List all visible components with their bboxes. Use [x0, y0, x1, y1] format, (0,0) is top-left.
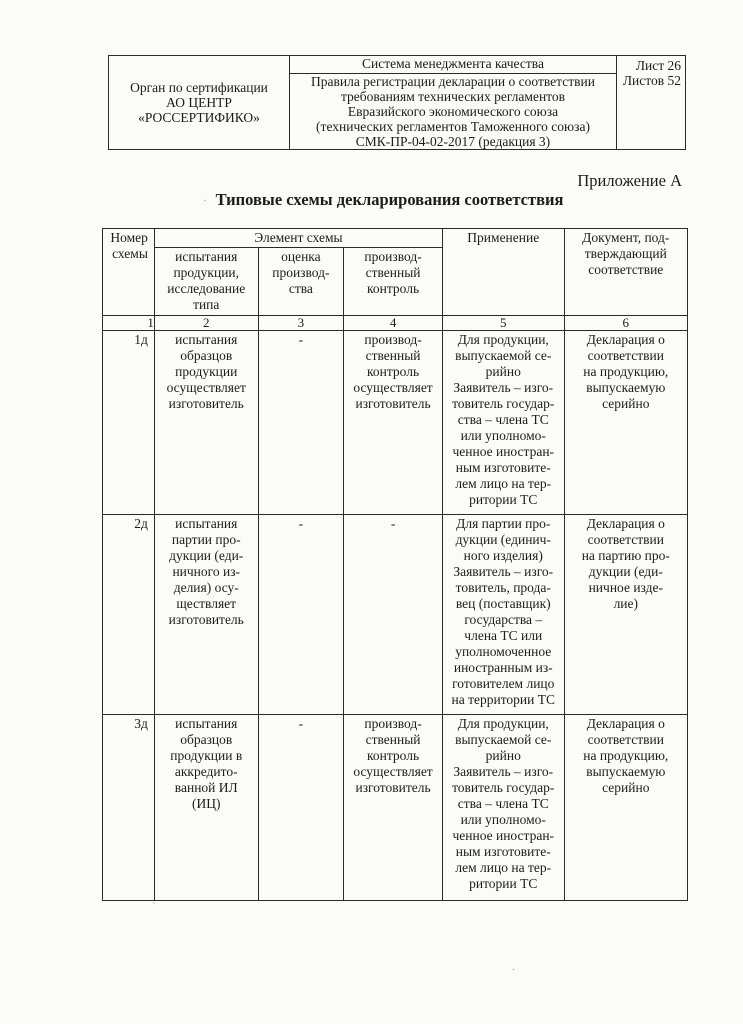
column-number: 2 [154, 316, 258, 331]
scan-speck: · [512, 965, 516, 976]
header-element-group-text: Элемент схемы [254, 230, 343, 245]
header-product-testing-text: испытания продукции, исследование типа [167, 249, 246, 312]
testing-text: испытания образцов продукции осуществляет изготовитель [166, 332, 246, 411]
scheme-number-cell [103, 715, 155, 901]
document-cell [564, 331, 687, 515]
testing-text: испытания партии про- дукции (еди- ничного из- делия) осу- ществляет изготовитель [168, 516, 244, 627]
column-number: 6 [564, 316, 687, 331]
document-header [108, 55, 686, 150]
sheet-number: Лист 26 [635, 58, 681, 73]
scan-speck: · [203, 196, 207, 207]
sheets-total: Листов 52 [622, 73, 681, 88]
header-scheme-number-text: Номер схемы [110, 230, 148, 261]
testing-text: испытания образцов продукции в аккредито- ванной ИЛ (ИЦ) [170, 716, 243, 811]
assessment-cell [258, 331, 344, 515]
scheme-number: 2д [134, 516, 148, 531]
table-row [103, 515, 688, 715]
document-text: Декларация о соответствии на продукцию, выпускаемую серийно [583, 716, 669, 795]
header-scheme-number [103, 229, 155, 316]
application-text: Для партии про- дукции (единич- ного изделия) Заявитель – изго- товитель, прода- вец (поставщик) государства – члена ТС или уполномоченное иностранным из- готовителем лицо на территории ТС [451, 516, 556, 707]
control-text: производ- ственный контроль осуществляет изготовитель [353, 332, 433, 411]
header-document [564, 229, 687, 316]
assessment-text: - [298, 516, 304, 531]
sheet-info [617, 56, 686, 150]
application-cell [442, 331, 564, 515]
control-cell [344, 715, 443, 901]
scan-speck: ` [152, 902, 156, 913]
document-text: Декларация о соответствии на продукцию, выпускаемую серийно [583, 332, 669, 411]
header-production-assessment [258, 248, 344, 316]
testing-cell [154, 715, 258, 901]
scheme-number: 1д [134, 332, 148, 347]
column-number: 5 [442, 316, 564, 331]
scheme-number-cell [103, 331, 155, 515]
organization-name: Орган по сертификации АО ЦЕНТР «РОССЕРТИФИКО» [109, 56, 290, 150]
header-application [442, 229, 564, 316]
control-cell [344, 515, 443, 715]
header-product-testing [154, 248, 258, 316]
scheme-number-cell [103, 515, 155, 715]
control-text: - [390, 516, 396, 531]
assessment-text: - [298, 716, 304, 731]
application-text: Для продукции, выпускаемой се- рийно Заявитель – изго- товитель государ- ства – члена ТС или уполномо- ченное иностран- ным изготовите- лем лицо на тер- ритории ТС [452, 332, 555, 507]
table-row [103, 715, 688, 901]
column-number: 4 [344, 316, 443, 331]
header-document-text: Документ, под- тверждающий соответствие [582, 230, 670, 277]
assessment-cell [258, 515, 344, 715]
page-title: Типовые схемы декларирования соответствия [215, 190, 564, 209]
column-number: 1 [103, 316, 155, 331]
column-number: 3 [258, 316, 344, 331]
testing-cell [154, 331, 258, 515]
control-text: производ- ственный контроль осуществляет изготовитель [353, 716, 433, 795]
testing-cell [154, 515, 258, 715]
header-element-group [154, 229, 442, 248]
control-cell [344, 331, 443, 515]
quality-system-label: Система менеджмента качества [290, 56, 617, 74]
column-number-row [103, 316, 688, 331]
assessment-text: - [298, 332, 304, 347]
application-text: Для продукции, выпускаемой се- рийно Заявитель – изго- товитель государ- ства – члена ТС или уполномо- ченное иностран- ным изготовите- лем лицо на тер- ритории ТС [452, 716, 555, 891]
header-production-assessment-text: оценка производ- ства [272, 249, 330, 296]
header-production-control-text: производ- ственный контроль [364, 249, 422, 296]
table-row [103, 331, 688, 515]
schemes-table [102, 228, 688, 901]
document-title: Правила регистрации декларации о соответствии требованиям технических регламентов Евразийского экономического союза (технических регламентов Таможенного союза) СМК-ПР-04-02-2017 (редакция 3) [290, 74, 617, 150]
scheme-number: 3д [134, 716, 148, 731]
document-cell [564, 715, 687, 901]
header-production-control [344, 248, 443, 316]
assessment-cell [258, 715, 344, 901]
document-cell [564, 515, 687, 715]
header-application-text: Применение [467, 230, 540, 245]
document-text: Декларация о соответствии на партию про- дукции (еди- ничное изде- лие) [581, 516, 670, 611]
application-cell [442, 515, 564, 715]
application-cell [442, 715, 564, 901]
appendix-label: Приложение А [577, 171, 682, 190]
